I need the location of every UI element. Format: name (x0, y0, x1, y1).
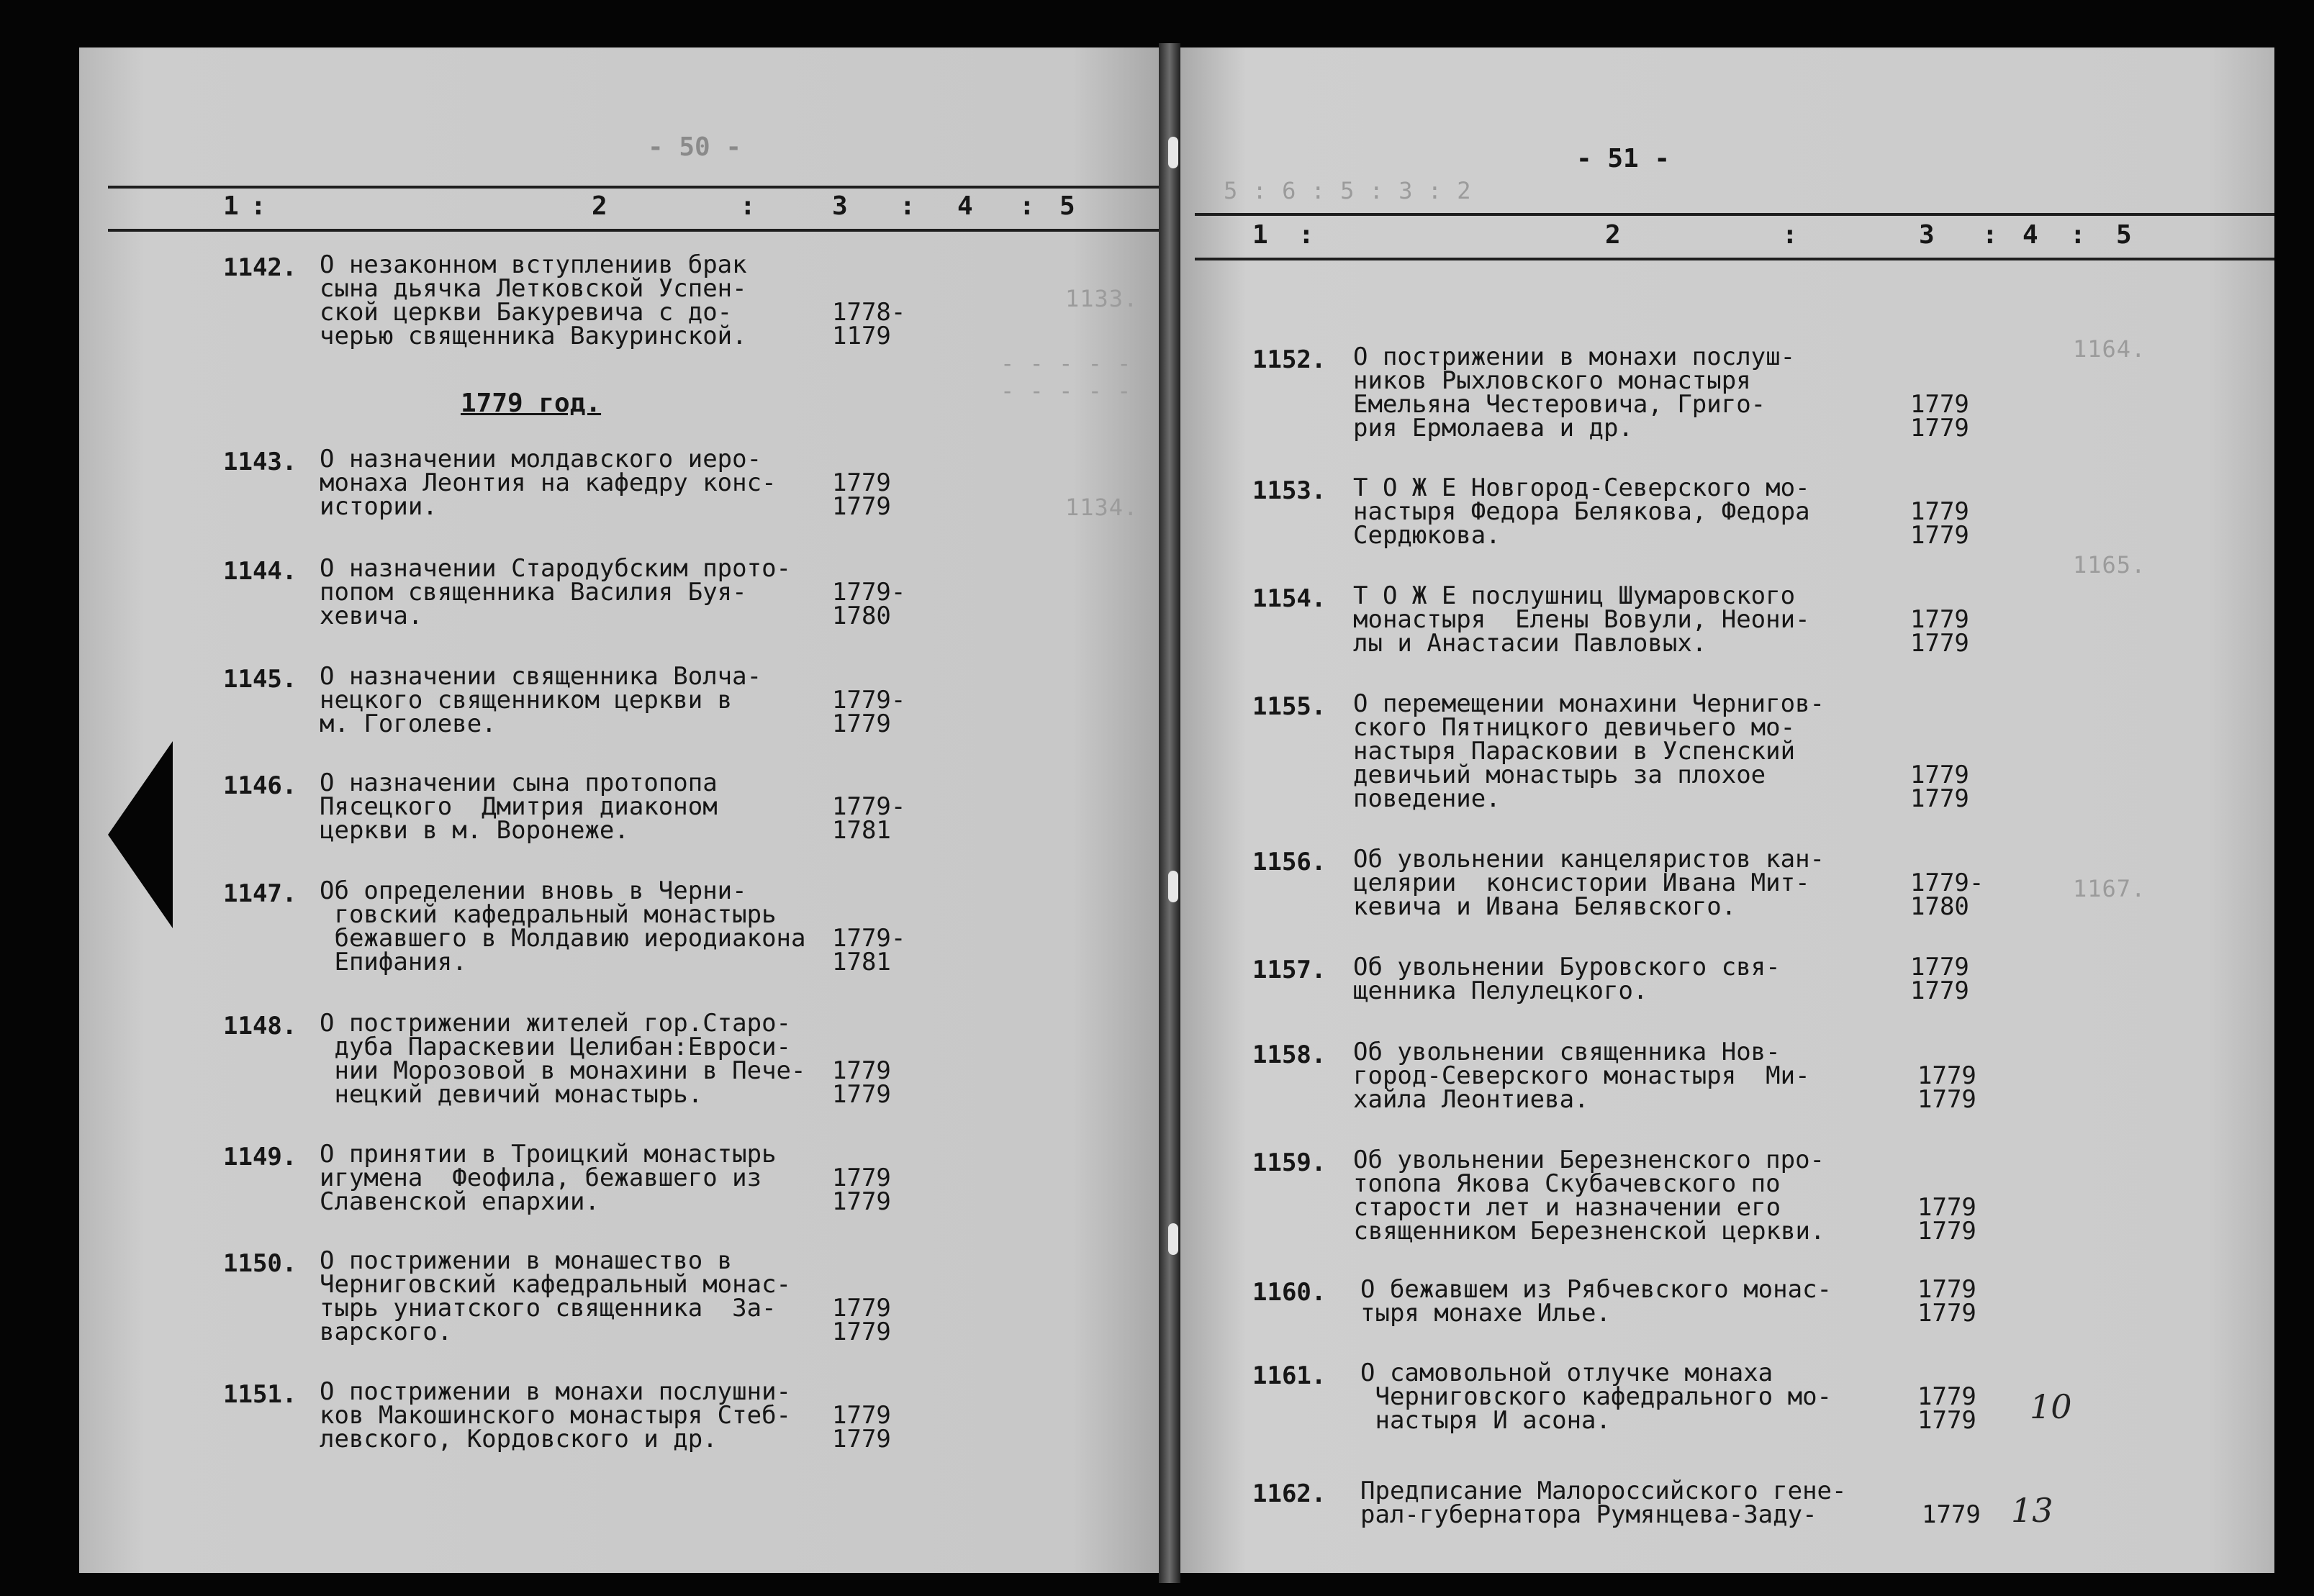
entry-number: 1148. (223, 1012, 297, 1040)
entry-text-line: бежавшего в Молдавию иеродиакона (320, 924, 806, 953)
entry-text-line: Черниговского кафедрального мо- (1360, 1382, 1832, 1411)
entry-number: 1147. (223, 879, 297, 908)
entry-date: 1779 (1910, 390, 1969, 419)
entry-date: 1779 (832, 1425, 891, 1454)
entry-date: 1779 (832, 1080, 891, 1109)
entry-text-line: О незаконном вступлениив брак (320, 250, 747, 279)
entry-text-line: щенника Пелулецкого. (1353, 976, 1648, 1005)
entry-text-line: рал-губернатора Румянцева-Заду- (1360, 1500, 1817, 1529)
entry-text-line: церкви в м. Воронеже. (320, 816, 629, 845)
entry-text-line: О пострижении в монашество в (320, 1246, 733, 1275)
entry-text-line: О бежавшем из Рябчевского монас- (1360, 1275, 1832, 1304)
entry-text-line: старости лет и назначении его (1339, 1193, 1781, 1222)
entry-text-line: Пясецкого Дмитрия диаконом (320, 792, 718, 821)
entry-date: 1779 (1917, 1217, 1976, 1246)
entry-date: 1779 (832, 1294, 891, 1323)
header-rule-top (108, 186, 1159, 189)
handwritten-note: 13 (2011, 1491, 2053, 1530)
entry-text-line: нии Морозовой в монахини в Пече- (320, 1056, 806, 1085)
entry-text-line: хевича. (320, 602, 423, 630)
entry-date: 1779 (1910, 784, 1969, 813)
entry-text-line: Епифания. (320, 948, 467, 976)
column-header-2: 2 (1605, 220, 1621, 250)
entry-number: 1150. (223, 1249, 297, 1278)
entry-text-line: игумена Феофила, бежавшего из (320, 1164, 762, 1192)
entry-number: 1143. (223, 448, 297, 476)
entry-text-line: ков Макошинского монастыря Стеб- (320, 1401, 792, 1430)
entry-text-line: тырь униатского священника За- (320, 1294, 777, 1323)
entry-date: 1779 (1910, 414, 1969, 443)
entry-number: 1146. (223, 771, 297, 800)
entry-text-line: хайла Леонтиева. (1353, 1085, 1589, 1114)
entry-text-line: О пострижении в монахи послуш- (1353, 343, 1796, 371)
entry-number: 1157. (1252, 956, 1327, 984)
entry-text-line: говский кафедральный монастырь (320, 900, 777, 929)
right-page: 5 : 6 : 5 : 3 : 2 1164. 1165. 1167. - 51 - 1 : 2 : 3 : 4 : 5 1152. О пострижении в монахи послуш- ников Рыхловского монастыря Емельяна Честеровича, Григо- рия Ермолаева и др. 1779 1779 1153. Т О Ж Е Новгород-Северского мо- настыря Федора Белякова, Федора Сердюкова. 1779 1779 1154. Т О Ж Е послушниц Шумаровского монастыря Елены Вовули, Неони- лы и Анастасии Павловых. 1779 1779 1155. О перемещении монахини Чернигов- ского Пятницкого девичьего мо- настыря Парасковии в Успенский девичьий монастырь за плохое поведение. 1779 1779 1156. Об увольнении канцеляристов кан- целярии консистории Ивана Мит- кевича и Ивана Белявского. 1779- 1780 1157. Об увольнении Буровского свя- щенника Пелулецкого. 1779 1779 1158. Об увольнении священника Нов- город-Северского монастыря Ми- хайла Леонтиева. 1779 1779 1159. Об увольнении Березненского про- топопа Якова Скубачевского по старости лет и назначении его священником Березненской церкви. 1779 1779 1160. О бежавшем из Рябчевского монас- тыря монахе Илье. 1779 1779 1161. О самовольной отлучке монаха Черниговского кафедрального мо- настыря И асона. 1779 1779 10 1162. Предписание Малороссийского гене- рал-губернатора Румянцева-Заду- 1779 13 (1180, 47, 2274, 1573)
page-number: - 50 - (648, 132, 742, 162)
entry-text-line: О назначении Стародубским прото- (320, 554, 792, 583)
entry-text-line: Об увольнении Березненского про- (1353, 1146, 1825, 1174)
column-separator: : (1782, 220, 1798, 250)
binding-staple (1168, 1223, 1178, 1255)
column-header-4: 4 (2023, 220, 2038, 250)
entry-text-line: топопа Якова Скубачевского по (1353, 1169, 1781, 1198)
page-number: - 51 - (1576, 144, 1671, 173)
entry-text-line: настыря Парасковии в Успенский (1353, 737, 1796, 766)
entry-date: 1179 (832, 322, 891, 350)
column-separator: : (900, 191, 916, 221)
entry-text-line: тыря монахе Илье. (1360, 1299, 1611, 1328)
handwritten-note: 10 (2030, 1387, 2072, 1426)
binding-staple (1168, 137, 1178, 168)
left-page: 1133. 1134. - - - - - - - - - - - 50 - 1 : 2 : 3 : 4 : 5 1142. О незаконном вступлениив брак сына дьячка Летковской Успен- ской церкви Бакуревича с до- черью священника Вакуринской. 1778- 1179 1779 год. 1143. О назначении молдавского иеро- монаха Леонтия на кафедру конс- истории. 1779 1779 1144. О назначении Стародубским прото- попом священника Василия Буя- хевича. 1779- 1780 1145. О назначении священника Волча- нецкого священником церкви в м. Гоголеве. 1779- 1779 1146. О назначении сына протопопа Пясецкого Дмитрия диаконом церкви в м. Воронеже. 1779- 1781 1147. Об определении вновь в Черни- говский кафедральный монастырь бежавшего в Молдавию иеродиакона Епифания. 1779- 1781 1148. О пострижении жителей гор.Старо- дуба Параскевии Целибан:Евроси- нии Морозовой в монахини в Пече- нецкий девичий монастырь. 1779 1779 1149. О принятии в Троицкий монастырь игумена Феофила, бежавшего из Славенской епархии. 1779 1779 1150. О пострижении в монашество в Черниговский кафедральный монас- тырь униатского священника За- варского. 1779 1779 1151. О пострижении в монахи послушни- ков Макошинского монастыря Стеб- левского, Кордовского и др. 1779 1779 (79, 47, 1159, 1573)
entry-text-line: О назначении молдавского иеро- (320, 445, 762, 473)
entry-text-line: О самовольной отлучке монаха (1360, 1359, 1773, 1387)
column-header-1: 1 (223, 191, 239, 221)
entry-text-line: поведение. (1353, 784, 1501, 813)
entry-date: 1779 (1910, 953, 1969, 981)
entry-date: 1781 (832, 948, 891, 976)
entry-date: 1781 (832, 816, 891, 845)
entry-text-line: черью священника Вакуринской. (320, 322, 747, 350)
entry-text-line: О назначении сына протопопа (320, 768, 718, 797)
entry-date: 1779 (1910, 976, 1969, 1005)
entry-text-line: настыря Федора Белякова, Федора (1353, 497, 1810, 526)
entry-date: 1779- (832, 578, 906, 607)
entry-text-line: левского, Кордовского и др. (320, 1425, 718, 1454)
entry-text-line: Сердюкова. (1353, 521, 1501, 550)
entry-number: 1152. (1252, 345, 1327, 374)
header-rule-bottom (1195, 258, 2274, 260)
entry-date: 1779 (1910, 761, 1969, 789)
entry-date: 1779 (1917, 1193, 1976, 1222)
entry-text-line: город-Северского монастыря Ми- (1353, 1061, 1810, 1090)
entry-text-line: священником Березненской церкви. (1339, 1217, 1825, 1246)
entry-text-line: ской церкви Бакуревича с до- (320, 298, 733, 327)
entry-number: 1161. (1252, 1361, 1327, 1390)
entry-date: 1779- (832, 792, 906, 821)
entry-text-line: монаха Леонтия на кафедру конс- (320, 468, 777, 497)
entry-number: 1145. (223, 665, 297, 694)
entry-text-line: Предписание Малороссийского гене- (1360, 1477, 1847, 1505)
column-separator: : (740, 191, 756, 221)
header-rule-bottom (108, 229, 1159, 232)
entry-text-line: Об увольнении священника Нов- (1353, 1038, 1781, 1066)
entry-text-line: м. Гоголеве. (320, 709, 497, 738)
entry-date: 1779 (1917, 1275, 1976, 1304)
column-header-3: 3 (832, 191, 848, 221)
column-separator: : (250, 191, 266, 221)
entry-date: 1779 (1917, 1406, 1976, 1435)
entry-text-line: О перемещении монахини Чернигов- (1353, 689, 1825, 718)
entry-text-line: О пострижении жителей гор.Старо- (320, 1009, 792, 1038)
entry-date: 1779 (1910, 605, 1969, 634)
column-separator: : (1019, 191, 1035, 221)
entry-date: 1779 (1917, 1382, 1976, 1411)
entry-text-line: О принятии в Троицкий монастырь (320, 1140, 777, 1169)
entry-number: 1154. (1252, 584, 1327, 613)
entry-number: 1144. (223, 557, 297, 586)
entry-date: 1779 (1910, 629, 1969, 658)
entry-number: 1153. (1252, 476, 1327, 505)
entry-date: 1779 (832, 468, 891, 497)
column-header-1: 1 (1252, 220, 1268, 250)
entry-date: 1779 (832, 1187, 891, 1216)
entry-text-line: О пострижении в монахи послушни- (320, 1377, 792, 1406)
entry-text-line: Славенской епархии. (320, 1187, 600, 1216)
entry-text-line: варского. (320, 1318, 453, 1346)
entry-text-line: монастыря Елены Вовули, Неони- (1353, 605, 1810, 634)
binding-staple (1168, 871, 1178, 902)
header-rule-top (1195, 213, 2274, 216)
entry-text-line: настыря И асона. (1360, 1406, 1611, 1435)
entry-text-line: девичьий монастырь за плохое (1353, 761, 1766, 789)
page-tab-shadow (108, 741, 173, 928)
entry-date: 1779 (832, 492, 891, 521)
entry-date: 1780 (1910, 892, 1969, 921)
column-header-2: 2 (592, 191, 607, 221)
entry-text-line: нецкий девичий монастырь. (320, 1080, 703, 1109)
entry-text-line: рия Ермолаева и др. (1353, 414, 1633, 443)
entry-date: 1779- (832, 924, 906, 953)
entry-number: 1160. (1252, 1278, 1327, 1307)
entry-date: 1780 (832, 602, 891, 630)
entry-number: 1158. (1252, 1040, 1327, 1069)
entry-date: 1779 (832, 709, 891, 738)
column-header-4: 4 (957, 191, 973, 221)
entry-date: 1779 (1917, 1085, 1976, 1114)
entry-date: 1779 (1910, 521, 1969, 550)
entry-number: 1142. (223, 253, 297, 282)
entry-text-line: лы и Анастасии Павловых. (1353, 629, 1707, 658)
entry-text-line: Т О Ж Е Новгород-Северского мо- (1353, 473, 1810, 502)
entry-date: 1779 (832, 1164, 891, 1192)
entry-text-line: О назначении священника Волча- (320, 662, 762, 691)
entry-number: 1149. (223, 1143, 297, 1171)
column-header-3: 3 (1919, 220, 1935, 250)
column-header-5: 5 (2116, 220, 2132, 250)
entry-text-line: истории. (320, 492, 438, 521)
entry-text-line: ников Рыхловского монастыря (1353, 366, 1751, 395)
entry-text-line: Т О Ж Е послушниц Шумаровского (1353, 581, 1796, 610)
entry-date: 1779- (1910, 869, 1984, 897)
entry-text-line: сына дьячка Летковской Успен- (320, 274, 747, 303)
entry-date: 1779 (1910, 497, 1969, 526)
entry-date: 1779 (1922, 1500, 1981, 1529)
entry-text-line: Об определении вновь в Черни- (320, 876, 747, 905)
entry-text-line: Об увольнении Буровского свя- (1353, 953, 1781, 981)
entry-text-line: ского Пятницкого девичьего мо- (1353, 713, 1796, 742)
column-header-5: 5 (1059, 191, 1075, 221)
entry-text-line: попом священника Василия Буя- (320, 578, 747, 607)
column-separator: : (2070, 220, 2086, 250)
entry-number: 1156. (1252, 848, 1327, 876)
year-heading: 1779 год. (461, 389, 602, 418)
column-separator: : (1982, 220, 1998, 250)
entry-number: 1155. (1252, 692, 1327, 721)
entry-text-line: Черниговский кафедральный монас- (320, 1270, 792, 1299)
entry-date: 1779 (832, 1318, 891, 1346)
entry-text-line: целярии консистории Ивана Мит- (1353, 869, 1810, 897)
entry-text-line: кевича и Ивана Белявского. (1353, 892, 1737, 921)
entry-date: 1779 (1917, 1299, 1976, 1328)
entry-number: 1151. (223, 1380, 297, 1409)
entry-text-line: Емельяна Честеровича, Григо- (1353, 390, 1766, 419)
entry-date: 1779- (832, 686, 906, 715)
entry-date: 1779 (832, 1056, 891, 1085)
entry-date: 1779 (1917, 1061, 1976, 1090)
entry-number: 1159. (1252, 1148, 1327, 1177)
book-spine (1159, 43, 1180, 1583)
column-separator: : (1298, 220, 1314, 250)
entry-number: 1162. (1252, 1479, 1327, 1508)
entry-text-line: нецкого священником церкви в (320, 686, 733, 715)
entry-date: 1778- (832, 298, 906, 327)
entry-text-line: Об увольнении канцеляристов кан- (1353, 845, 1825, 874)
entry-date: 1779 (832, 1401, 891, 1430)
entry-text-line: дуба Параскевии Целибан:Евроси- (320, 1033, 792, 1061)
